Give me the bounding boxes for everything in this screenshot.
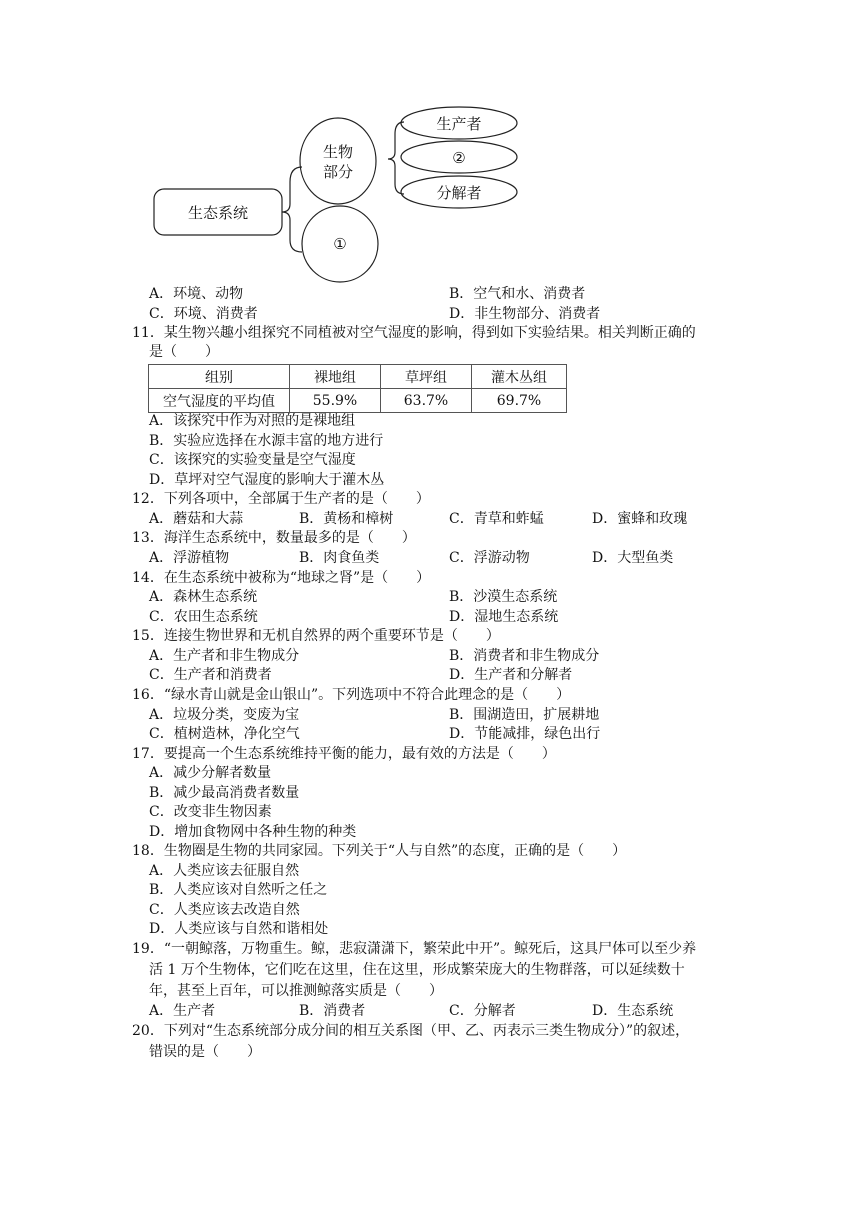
q11-table xyxy=(148,364,567,413)
q16-option-c: C．植树造林，净化空气 xyxy=(149,726,300,742)
q16-option-d: D．节能减排，绿色出行 xyxy=(449,726,601,742)
q19-stem-line2: 活 1 万个生物体，它们吃在这里，住在这里，形成繁荣庞大的生物群落，可以延续数十 xyxy=(149,962,685,978)
q11-option-c: C．该探究的实验变量是空气湿度 xyxy=(149,452,356,468)
q18-option-a: A．人类应该去征服自然 xyxy=(149,863,300,879)
q17-option-c: C．改变非生物因素 xyxy=(149,804,272,820)
q11-option-a: A．该探究中作为对照的是裸地组 xyxy=(149,413,356,429)
q12-option-a: A．蘑菇和大蒜 xyxy=(149,511,244,527)
bio-part-label-2: 部分 xyxy=(322,163,354,181)
q19-option-c: C．分解者 xyxy=(449,1003,516,1019)
table-header-cell: 组别 xyxy=(149,365,290,389)
table-header-cell: 裸地组 xyxy=(290,365,381,389)
q14-option-d: D．湿地生态系统 xyxy=(449,609,559,625)
bio-part-circle xyxy=(300,118,376,204)
blank1-label: ① xyxy=(333,235,347,253)
table-header-cell: 草坪组 xyxy=(381,365,472,389)
q14-stem: 14．在生态系统中被称为“地球之肾”是（ ） xyxy=(132,570,431,586)
q15-option-c: C．生产者和消费者 xyxy=(149,667,272,683)
table-cell: 69.7% xyxy=(472,389,567,413)
q16-option-a: A．垃圾分类，变废为宝 xyxy=(149,707,300,723)
q14-option-c: C．农田生态系统 xyxy=(149,609,258,625)
q10-option-a: A．环境、动物 xyxy=(149,286,244,302)
q12-option-c: C．青草和蚱蜢 xyxy=(449,511,544,527)
q17-option-a: A．减少分解者数量 xyxy=(149,765,272,781)
table-cell: 55.9% xyxy=(290,389,381,413)
table-cell: 63.7% xyxy=(381,389,472,413)
q18-option-d: D．人类应该与自然和谐相处 xyxy=(149,921,329,937)
ecosystem-diagram-svg xyxy=(150,104,530,284)
q17-option-b: B．减少最高消费者数量 xyxy=(149,785,300,801)
q11-option-b: B．实验应选择在水源丰富的地方进行 xyxy=(149,433,384,449)
q19-option-a: A．生产者 xyxy=(149,1003,216,1019)
q18-option-c: C．人类应该去改造自然 xyxy=(149,902,300,918)
q14-option-a: A．森林生态系统 xyxy=(149,589,258,605)
producer-label: 生产者 xyxy=(436,115,482,133)
q12-stem: 12．下列各项中，全部属于生产者的是（ ） xyxy=(132,491,430,507)
q19-option-b: B．消费者 xyxy=(299,1003,366,1019)
q11-option-d: D．草坪对空气湿度的影响大于灌木丛 xyxy=(149,472,385,488)
q18-option-b: B．人类应该对自然听之任之 xyxy=(149,882,328,898)
q16-stem: 16．“绿水青山就是金山银山”。下列选项中不符合此理念的是（ ） xyxy=(132,687,571,703)
q10-option-b: B．空气和水、消费者 xyxy=(449,286,586,302)
q15-option-a: A．生产者和非生物成分 xyxy=(149,648,300,664)
q11-stem-line2: 是（ ） xyxy=(149,344,219,360)
q17-option-d: D．增加食物网中各种生物的种类 xyxy=(149,824,357,840)
q15-stem: 15．连接生物世界和无机自然界的两个重要环节是（ ） xyxy=(132,628,500,644)
q13-option-b: B．肉食鱼类 xyxy=(299,550,380,566)
q16-option-b: B．围湖造田，扩展耕地 xyxy=(449,707,600,723)
table-header-row xyxy=(149,365,567,389)
q12-option-d: D．蜜蜂和玫瑰 xyxy=(592,511,688,527)
q13-stem: 13．海洋生态系统中，数量最多的是（ ） xyxy=(132,530,416,546)
q13-option-c: C．浮游动物 xyxy=(449,550,530,566)
brace-left xyxy=(282,167,302,252)
q19-stem-line1: 19．“一朝鲸落，万物重生。鲸，悲寂潇潇下，繁荣此中开”。鲸死后，这具尸体可以至少养 xyxy=(132,941,697,957)
q20-stem-line1: 20．下列对“生态系统部分成分间的相互关系图（甲、乙、丙表示三类生物成分）”的叙述， xyxy=(132,1023,690,1039)
q10-option-d: D．非生物部分、消费者 xyxy=(449,306,601,322)
q11-stem-line1: 11．某生物兴趣小组探究不同植被对空气湿度的影响，得到如下实验结果。相关判断正确的 xyxy=(132,325,696,341)
q20-stem-line2: 错误的是（ ） xyxy=(149,1044,261,1060)
q17-stem: 17．要提高一个生态系统维持平衡的能力，最有效的方法是（ ） xyxy=(132,746,556,762)
q13-option-d: D．大型鱼类 xyxy=(592,550,674,566)
q19-stem-line3: 年，甚至上百年，可以推测鲸落实质是（ ） xyxy=(149,983,443,999)
ecosystem-label: 生态系统 xyxy=(187,204,249,222)
q10-option-c: C．环境、消费者 xyxy=(149,306,258,322)
q19-option-d: D．生态系统 xyxy=(592,1003,674,1019)
table-row xyxy=(149,389,567,413)
decomposer-label: 分解者 xyxy=(436,184,482,202)
ecosystem-diagram xyxy=(150,104,530,284)
q18-stem: 18．生物圈是生物的共同家园。下列关于“人与自然”的态度，正确的是（ ） xyxy=(132,843,627,859)
q14-option-b: B．沙漠生态系统 xyxy=(449,589,558,605)
table-row-label: 空气湿度的平均值 xyxy=(149,389,290,413)
blank2-label: ② xyxy=(452,149,466,167)
table-header-cell: 灌木丛组 xyxy=(472,365,567,389)
q12-option-b: B．黄杨和樟树 xyxy=(299,511,394,527)
q15-option-d: D．生产者和分解者 xyxy=(449,667,573,683)
q13-option-a: A．浮游植物 xyxy=(149,550,230,566)
q15-option-b: B．消费者和非生物成分 xyxy=(449,648,600,664)
bio-part-label-1: 生物 xyxy=(322,143,354,161)
